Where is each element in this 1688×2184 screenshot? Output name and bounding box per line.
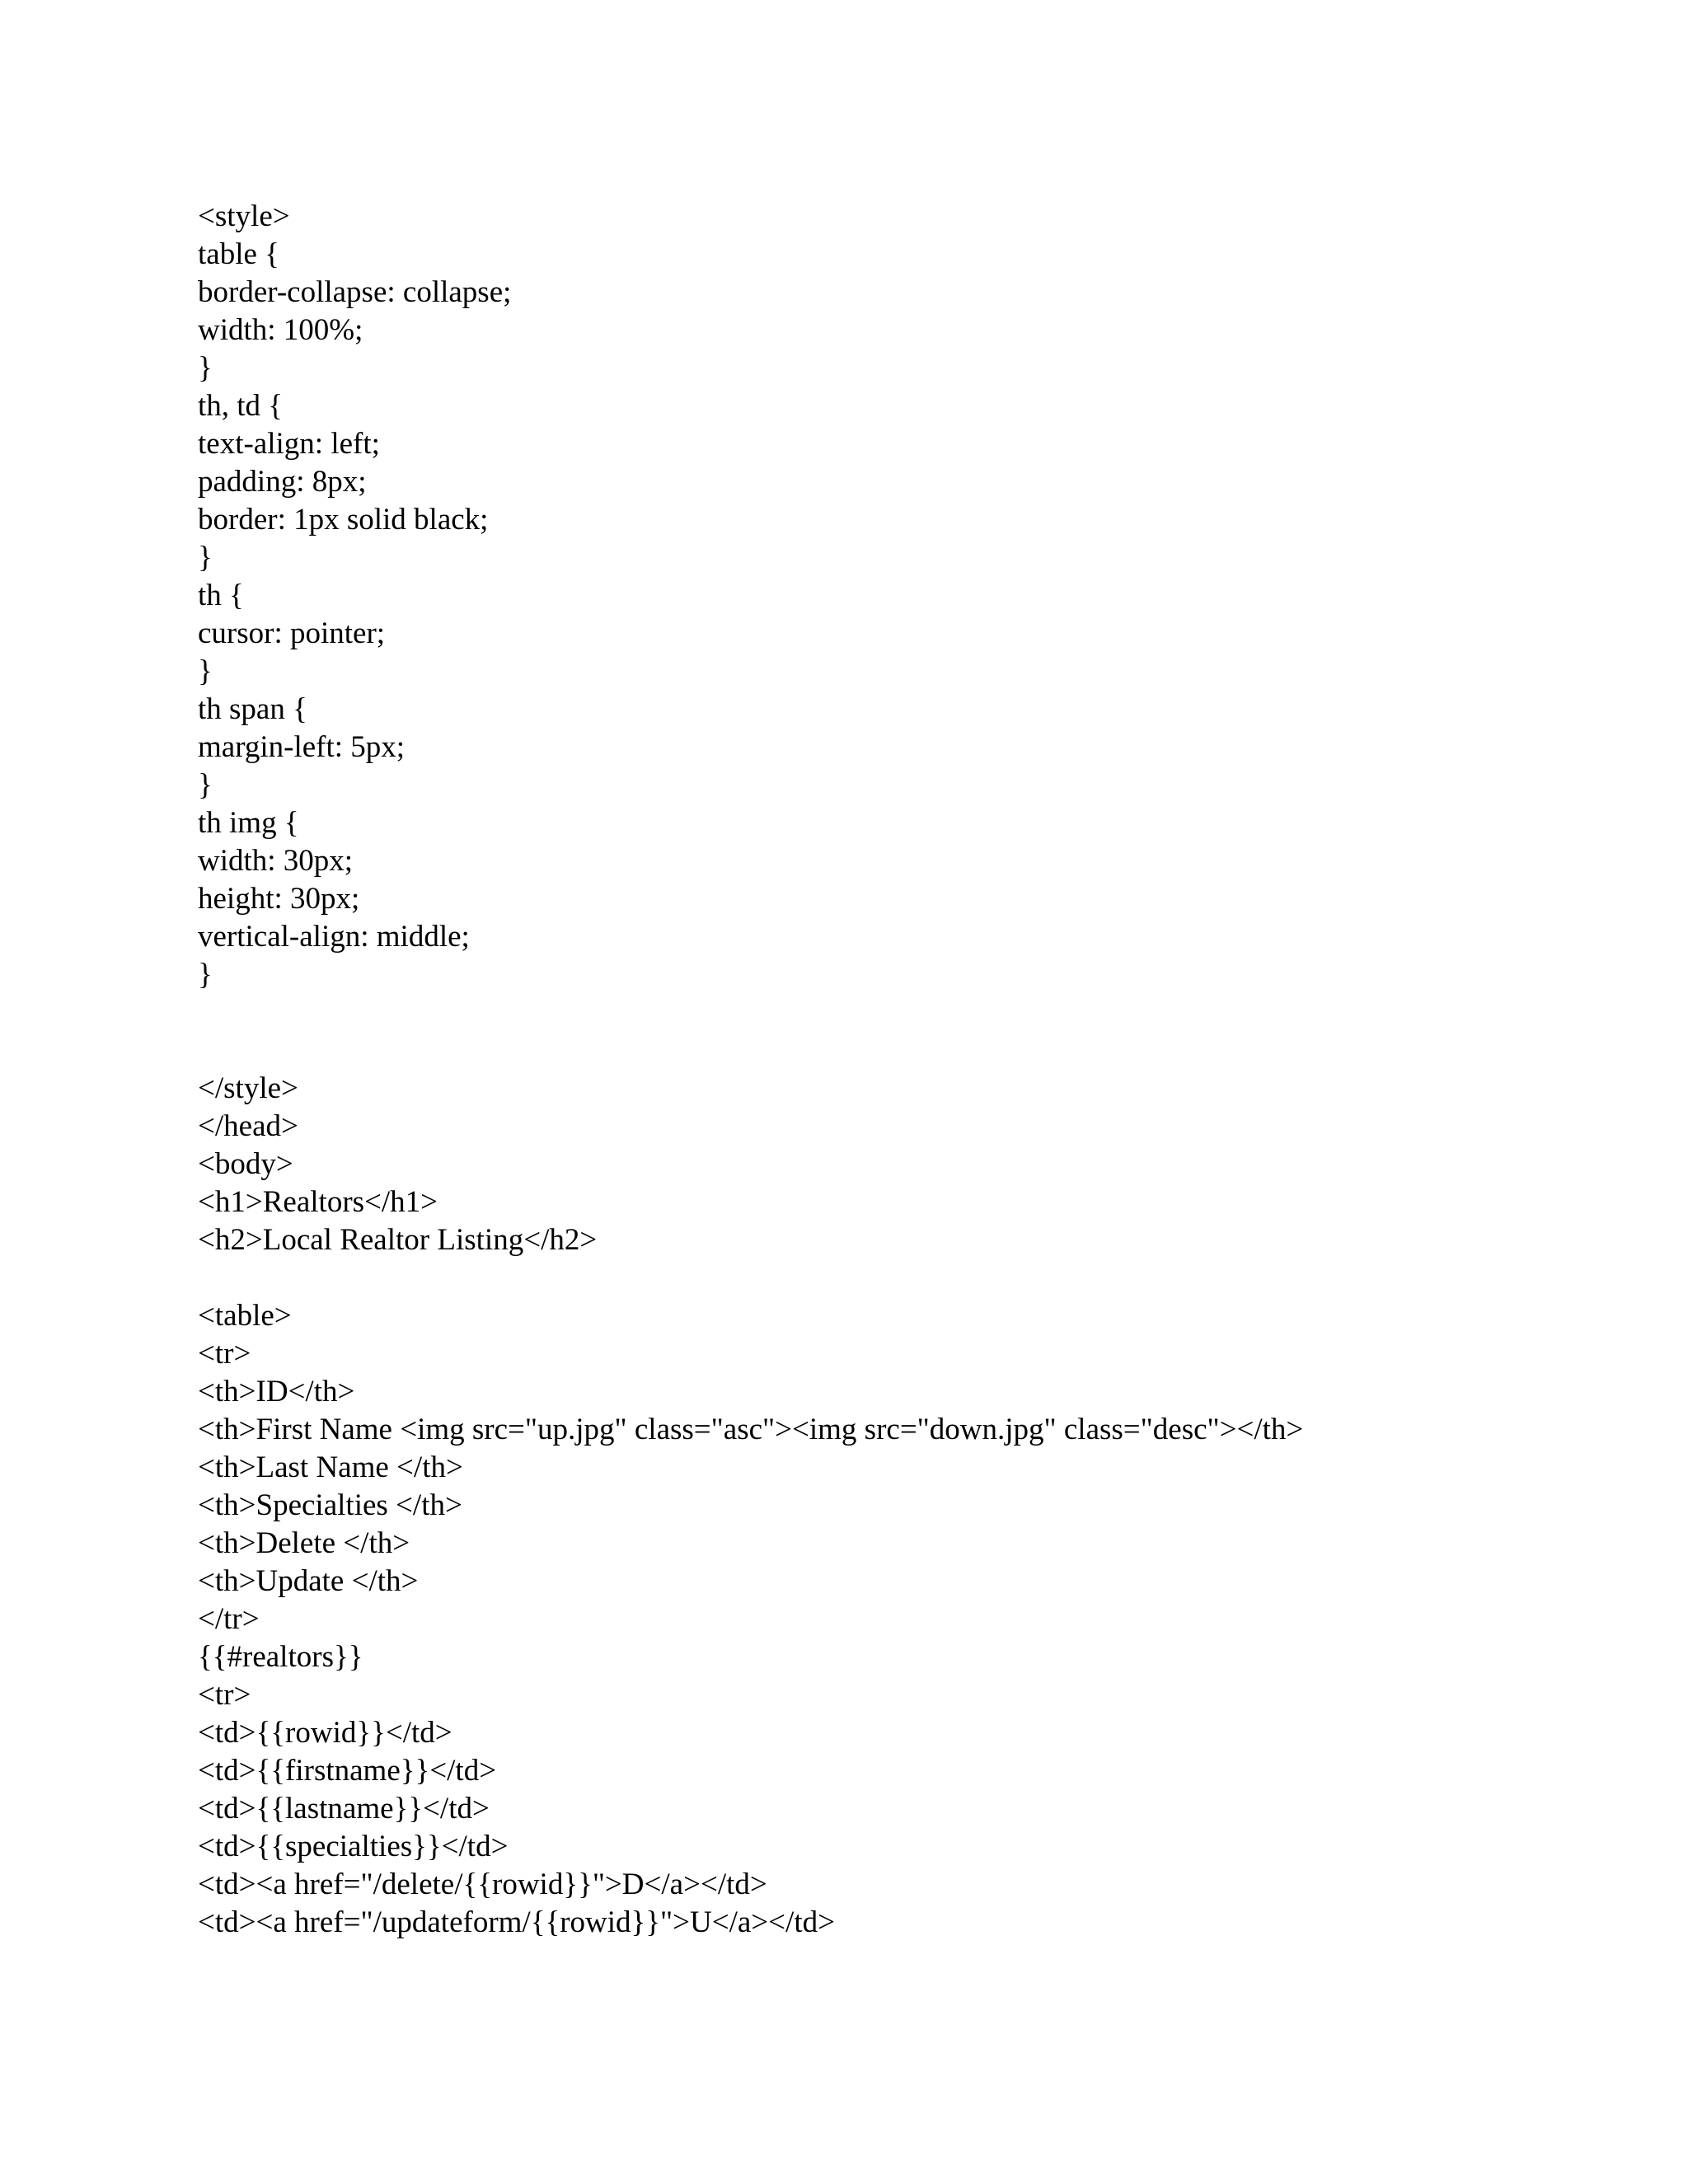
code-line: <th>First Name <img src="up.jpg" class="asc"><img src="down.jpg" class="desc"></th> (198, 1413, 1304, 1446)
code-line: </style> (198, 1071, 298, 1105)
code-line: height: 30px; (198, 882, 360, 916)
code-line: <th>Last Name </th> (198, 1451, 463, 1484)
code-line: <th>ID</th> (198, 1375, 355, 1408)
code-line: margin-left: 5px; (198, 730, 406, 764)
code-line: <th>Delete </th> (198, 1526, 410, 1560)
code-line: <table> (198, 1299, 292, 1333)
code-line: } (198, 768, 213, 802)
code-line: <td>{{rowid}}</td> (198, 1716, 452, 1750)
code-line: <th>Update </th> (198, 1564, 419, 1598)
code-line: th { (198, 579, 244, 612)
code-line: <body> (198, 1147, 293, 1181)
code-listing (198, 198, 1517, 1942)
code-line: padding: 8px; (198, 465, 367, 499)
code-line: <h1>Realtors</h1> (198, 1185, 438, 1219)
code-line: table { (198, 237, 279, 271)
code-line: {{#realtors}} (198, 1640, 363, 1674)
code-line: } (198, 351, 213, 385)
code-line: } (198, 541, 213, 574)
code-line: <td>{{lastname}}</td> (198, 1792, 490, 1825)
code-line: vertical-align: middle; (198, 920, 470, 954)
code-line: th img { (198, 806, 299, 840)
code-line: <td><a href="/updateform/{{rowid}}">U</a></td> (198, 1905, 835, 1939)
code-line: <td>{{specialties}}</td> (198, 1830, 509, 1863)
code-line: <style> (198, 199, 290, 233)
blank-line (198, 1032, 1517, 1070)
code-line: <tr> (198, 1678, 251, 1712)
code-line: border: 1px solid black; (198, 503, 489, 537)
code-line: width: 30px; (198, 844, 354, 878)
code-line: </head> (198, 1109, 298, 1143)
code-line: width: 100%; (198, 313, 363, 347)
code-line: <tr> (198, 1337, 251, 1371)
code-line: } (198, 958, 213, 991)
blank-line (198, 994, 1517, 1032)
code-line: th span { (198, 692, 307, 726)
code-line: th, td { (198, 389, 284, 423)
code-line: text-align: left; (198, 427, 380, 461)
code-line: cursor: pointer; (198, 616, 386, 650)
blank-line (198, 1259, 1517, 1297)
code-line: <td>{{firstname}}</td> (198, 1754, 497, 1788)
code-line: } (198, 654, 213, 688)
code-line: border-collapse: collapse; (198, 275, 512, 309)
code-line: <th>Specialties </th> (198, 1488, 462, 1522)
code-line: </tr> (198, 1602, 260, 1636)
code-line: <h2>Local Realtor Listing</h2> (198, 1223, 598, 1257)
code-line: <td><a href="/delete/{{rowid}}">D</a></td> (198, 1868, 767, 1901)
